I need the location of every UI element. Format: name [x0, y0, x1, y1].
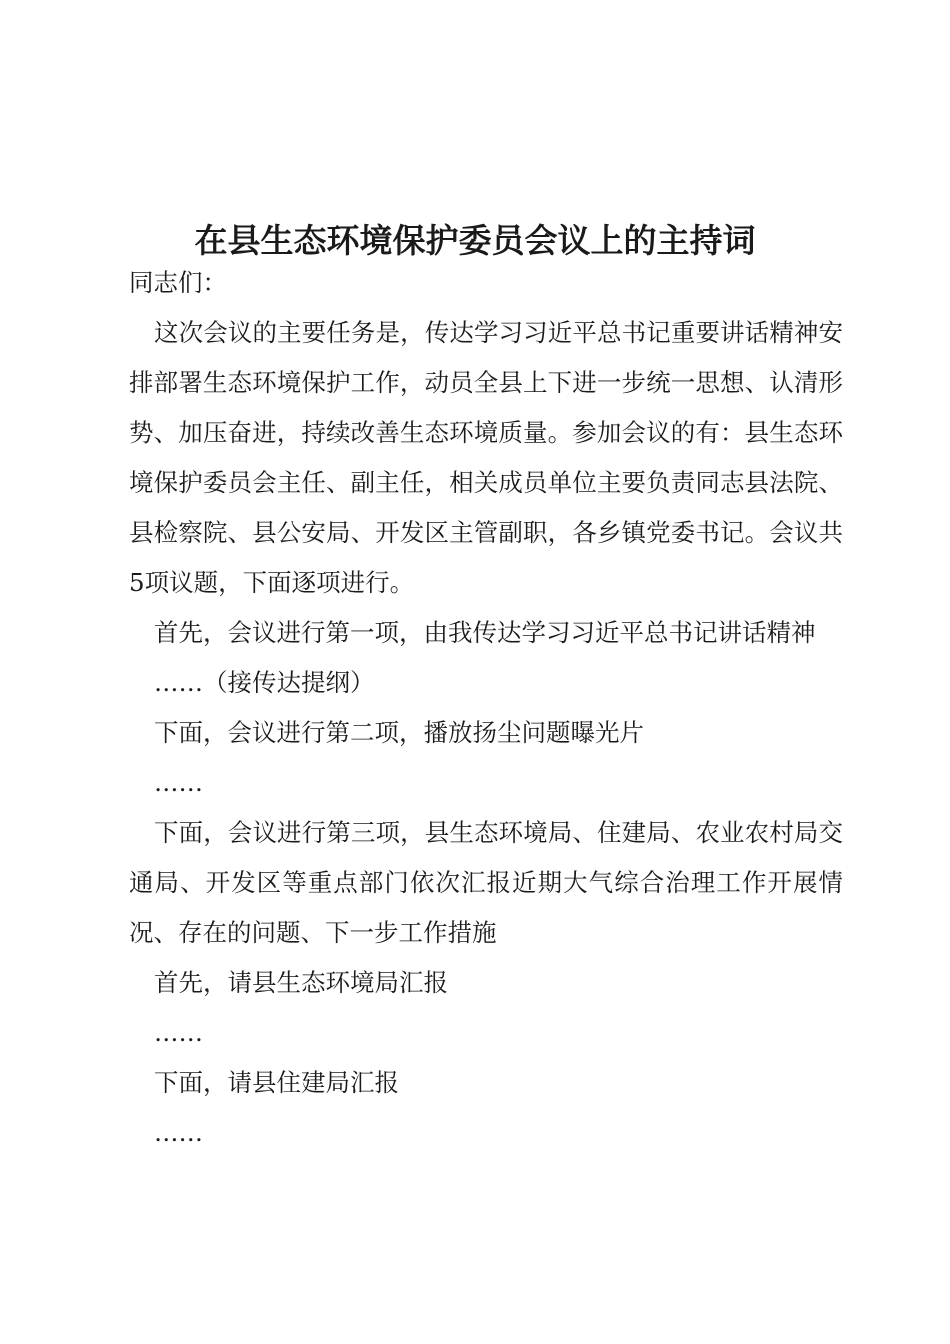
paragraph-item-2: 下面，会议进行第二项，播放扬尘问题曝光片: [154, 718, 644, 747]
paragraph-report-1: 首先，请县生态环境局汇报: [154, 968, 448, 997]
paragraph-ellipsis: ……: [154, 768, 203, 797]
paragraph-item-3: 下面，会议进行第三项，县生态环境局、住建局、农业农村局交通局、开发区等重点部门依次汇报近期大气综合治理工作开展情况、存在的问题、下一步工作措施: [129, 818, 843, 947]
paragraph-ellipsis: ……: [154, 1118, 203, 1147]
paragraph-ellipsis: ……: [154, 1018, 203, 1047]
document-body: [129, 258, 843, 1158]
paragraph-intro: 这次会议的主要任务是，传达学习习近平总书记重要讲话精神安排部署生态环境保护工作，动员全县上下进一步统一思想、认清形势、加压奋进，持续改善生态环境质量。参加会议的有：县生态环境保护委员会主任、副主任，相关成员单位主要负责同志县法院、县检察院、县公安局、开发区主管副职，各乡镇党委书记。会议共5项议题，下面逐项进行。: [129, 318, 843, 597]
paragraph-item-1: 首先，会议进行第一项，由我传达学习习近平总书记讲话精神: [154, 618, 816, 647]
document-title: 在县生态环境保护委员会议上的主持词: [194, 221, 756, 261]
paragraph-item-1-note: ……（接传达提纲）: [154, 668, 375, 697]
paragraph-report-2: 下面，请县住建局汇报: [154, 1068, 399, 1097]
salutation: 同志们：: [129, 268, 227, 297]
